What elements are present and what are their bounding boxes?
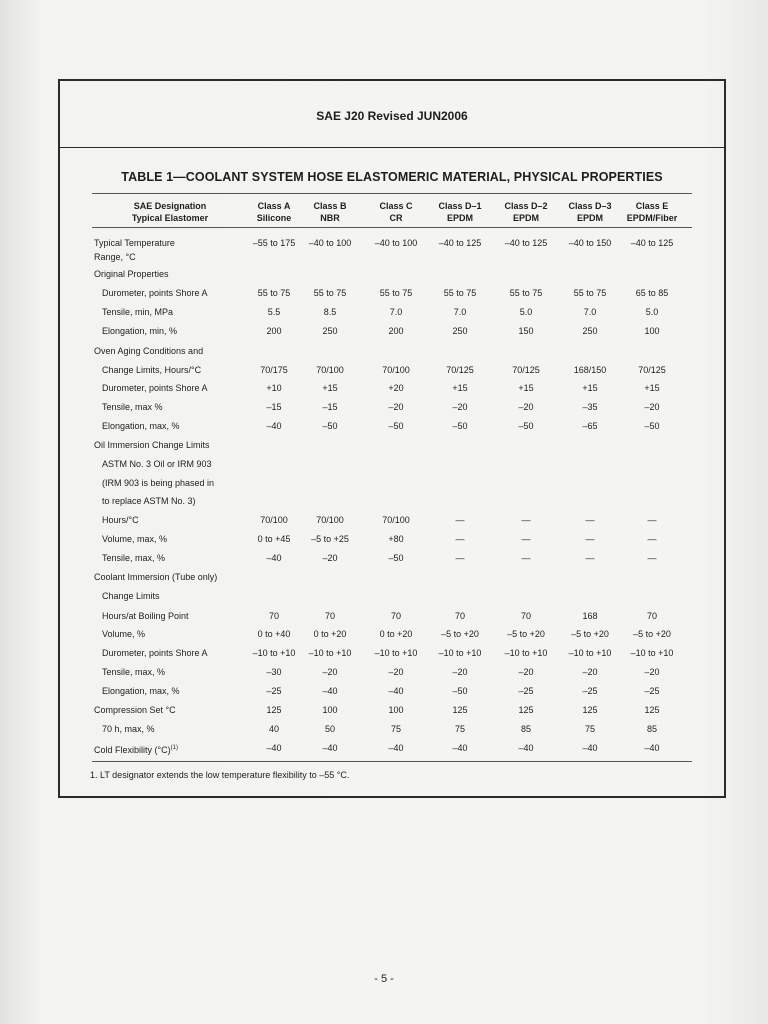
row-label-text: Oven Aging Conditions and	[94, 346, 204, 356]
table-cell: 70	[454, 611, 465, 621]
table-cell: 55 to 75	[509, 288, 543, 298]
table-cell: 55 to 75	[379, 288, 413, 298]
table-cell: –10 to +10	[252, 648, 296, 658]
table-cell: +15	[582, 383, 598, 393]
column-elastomer: NBR	[320, 213, 340, 223]
table-cell: 70	[268, 611, 279, 621]
table-cell: –5 to +20	[441, 629, 479, 639]
table-cell: 200	[388, 326, 404, 336]
table-cell: –20	[452, 402, 468, 412]
table-cell: –30	[266, 667, 282, 677]
table-cell: –55 to 175	[252, 238, 296, 248]
row-label	[94, 572, 217, 583]
table-cell: –40	[322, 743, 338, 753]
column-header	[612, 200, 692, 224]
table-cell: 70/125	[638, 365, 666, 375]
table-top-rule	[92, 193, 692, 194]
table-cell: –10 to +10	[504, 648, 548, 658]
column-class-name: Class A	[257, 201, 291, 211]
table-cell: 7.0	[583, 307, 597, 317]
table-cell: –10 to +10	[374, 648, 418, 658]
row-label	[102, 402, 163, 413]
designation-label: SAE Designation	[133, 201, 207, 211]
table-cell: 100	[644, 326, 660, 336]
table-cell: –40	[388, 743, 404, 753]
table-cell: 125	[518, 705, 534, 715]
row-label-text: Durometer, points Shore A	[102, 383, 208, 393]
row-label	[102, 591, 160, 602]
table-cell: –50	[388, 553, 404, 563]
row-label	[102, 496, 196, 507]
table-cell: 100	[322, 705, 338, 715]
row-label-text: Volume, %	[102, 629, 146, 639]
row-label-text: Coolant Immersion (Tube only)	[94, 572, 218, 582]
table-cell: –50	[388, 421, 404, 431]
table-cell: –5 to +25	[311, 534, 349, 544]
row-label-text: (IRM 903 is being phased in	[102, 478, 215, 488]
table-cell: –20	[518, 402, 534, 412]
table-cell: –40	[266, 553, 282, 563]
table-cell: 0 to +45	[257, 534, 291, 544]
table-cell: –40 to 150	[568, 238, 612, 248]
row-label	[102, 629, 145, 640]
table-cell: —	[585, 534, 595, 544]
column-class-name: Class E	[635, 201, 669, 211]
table-cell: —	[521, 534, 531, 544]
row-label	[102, 515, 139, 526]
table-cell: 70/100	[382, 515, 410, 525]
document-frame	[58, 79, 726, 798]
table-cell: —	[647, 515, 657, 525]
column-elastomer: EPDM	[576, 213, 603, 223]
table-cell: –50	[322, 421, 338, 431]
table-cell: 250	[582, 326, 598, 336]
table-cell: 0 to +40	[257, 629, 291, 639]
table-cell: 125	[582, 705, 598, 715]
row-label-text: Tensile, min, MPa	[102, 307, 174, 317]
table-cell: —	[647, 553, 657, 563]
table-cell: 75	[584, 724, 595, 734]
table-cell: –5 to +20	[633, 629, 671, 639]
table-cell: –40 to 125	[630, 238, 674, 248]
row-label-text: Hours/°C	[102, 515, 139, 525]
row-label	[94, 269, 169, 280]
table-cell: 5.0	[519, 307, 533, 317]
table-cell: –10 to +10	[308, 648, 352, 658]
table-cell: –20	[388, 667, 404, 677]
row-label	[102, 288, 208, 299]
table-cell: –25	[644, 686, 660, 696]
row-label	[102, 686, 180, 697]
table-cell: 70/175	[260, 365, 288, 375]
table-cell: –20	[388, 402, 404, 412]
table-cell: 70/100	[382, 365, 410, 375]
table-cell: 70/100	[316, 365, 344, 375]
table-cell: 70/125	[512, 365, 540, 375]
table-cell: –40	[322, 686, 338, 696]
column-elastomer: EPDM	[446, 213, 473, 223]
table-cell: –20	[322, 667, 338, 677]
table-cell: –20	[644, 402, 660, 412]
table-cell: 55 to 75	[443, 288, 477, 298]
table-cell: 168/150	[573, 365, 607, 375]
row-label	[102, 667, 165, 678]
row-label-text: Volume, max, %	[102, 534, 168, 544]
row-label-text: Durometer, points Shore A	[102, 288, 208, 298]
table-cell: 125	[644, 705, 660, 715]
row-label	[102, 383, 208, 394]
table-cell: 250	[452, 326, 468, 336]
document-header-title: SAE J20 Revised JUN2006	[316, 109, 468, 123]
row-label-text: to replace ASTM No. 3)	[102, 496, 196, 506]
table-cell: +20	[388, 383, 404, 393]
row-label-text: Compression Set °C	[94, 705, 176, 715]
table-cell: 250	[322, 326, 338, 336]
row-label-text: Typical Temperature	[94, 238, 175, 248]
row-label	[94, 743, 178, 756]
table-cell: +15	[518, 383, 534, 393]
table-cell: –25	[266, 686, 282, 696]
table-cell: —	[455, 515, 465, 525]
row-label-text: Oil Immersion Change Limits	[94, 440, 210, 450]
table-cell: –40	[518, 743, 534, 753]
table-cell: 5.0	[645, 307, 659, 317]
column-class-name: Class D–2	[504, 201, 548, 211]
table-cell: 75	[454, 724, 465, 734]
table-cell: —	[647, 534, 657, 544]
column-elastomer: CR	[389, 213, 403, 223]
table-cell: –40	[266, 421, 282, 431]
table-cell: –40	[644, 743, 660, 753]
row-label-text: Cold Flexibility (°C)	[94, 745, 171, 755]
row-label	[102, 307, 173, 318]
table-cell: –40 to 125	[504, 238, 548, 248]
table-cell: –20	[452, 667, 468, 677]
table-cell: –10 to +10	[438, 648, 482, 658]
table-cell: 168	[582, 611, 598, 621]
table-cell: –50	[644, 421, 660, 431]
table-cell: –50	[518, 421, 534, 431]
table-cell: –20	[322, 553, 338, 563]
table-cell: 70/100	[316, 515, 344, 525]
table-cell: 70	[390, 611, 401, 621]
table-cell: –25	[518, 686, 534, 696]
table-footnote: 1. LT designator extends the low temperature flexibility to –55 °C.	[90, 770, 350, 780]
row-label	[102, 478, 214, 489]
table-cell: 70	[324, 611, 335, 621]
table-cell: 55 to 75	[573, 288, 607, 298]
table-cell: +15	[452, 383, 468, 393]
table-cell: 70/100	[260, 515, 288, 525]
column-elastomer: EPDM	[512, 213, 539, 223]
table-cell: 200	[266, 326, 282, 336]
row-label	[94, 440, 210, 451]
row-label	[102, 326, 177, 337]
row-label-text: 70 h, max, %	[102, 724, 155, 734]
designation-header	[95, 200, 245, 224]
table-cell: 75	[390, 724, 401, 734]
row-label	[94, 252, 136, 263]
table-cell: 7.0	[453, 307, 467, 317]
table-cell: –15	[266, 402, 282, 412]
table-cell: 8.5	[323, 307, 337, 317]
row-label	[102, 611, 189, 622]
row-label-text: Tensile, max, %	[102, 667, 166, 677]
header-divider	[60, 147, 724, 148]
column-class-name: Class D–3	[568, 201, 612, 211]
table-cell: 55 to 75	[313, 288, 347, 298]
row-label-text: Elongation, max, %	[102, 686, 180, 696]
table-cell: –40 to 100	[374, 238, 418, 248]
table-title: TABLE 1—COOLANT SYSTEM HOSE ELASTOMERIC MATERIAL, PHYSICAL PROPERTIES	[121, 170, 663, 184]
table-cell: 50	[324, 724, 335, 734]
table-cell: –10 to +10	[568, 648, 612, 658]
row-label-text: Change Limits	[102, 591, 160, 601]
row-label-text: Hours/at Boiling Point	[102, 611, 189, 621]
row-label-text: Durometer, points Shore A	[102, 648, 208, 658]
table-cell: –10 to +10	[630, 648, 674, 658]
table-cell: —	[585, 515, 595, 525]
table-cell: –65	[582, 421, 598, 431]
table-cell: –50	[452, 686, 468, 696]
table-cell: 65 to 85	[635, 288, 669, 298]
row-label	[102, 365, 201, 376]
table-cell: +80	[388, 534, 404, 544]
table-cell: 5.5	[267, 307, 281, 317]
row-label	[102, 648, 208, 659]
table-cell: 7.0	[389, 307, 403, 317]
table-cell: —	[521, 515, 531, 525]
table-cell: –40	[582, 743, 598, 753]
row-label-text: Elongation, min, %	[102, 326, 178, 336]
row-label	[94, 346, 203, 357]
row-label-text: ASTM No. 3 Oil or IRM 903	[102, 459, 212, 469]
row-label	[102, 534, 167, 545]
row-label	[102, 421, 180, 432]
table-cell: 40	[268, 724, 279, 734]
column-class-name: Class C	[379, 201, 413, 211]
column-class-name: Class D–1	[438, 201, 482, 211]
table-cell: –50	[452, 421, 468, 431]
table-cell: –40	[266, 743, 282, 753]
table-cell: 100	[388, 705, 404, 715]
table-cell: 0 to +20	[379, 629, 413, 639]
table-cell: —	[455, 553, 465, 563]
table-cell: 70	[520, 611, 531, 621]
elastomer-label: Typical Elastomer	[131, 213, 209, 223]
table-cell: –20	[644, 667, 660, 677]
table-cell: –20	[518, 667, 534, 677]
table-cell: +15	[644, 383, 660, 393]
row-label-text: Tensile, max %	[102, 402, 163, 412]
row-label-text: Change Limits, Hours/°C	[102, 365, 202, 375]
table-cell: 150	[518, 326, 534, 336]
footnote-marker: (1)	[170, 745, 178, 751]
table-bottom-rule	[92, 761, 692, 762]
row-label	[94, 705, 176, 716]
table-cell: –40	[388, 686, 404, 696]
row-label	[102, 553, 165, 564]
table-cell: –40	[452, 743, 468, 753]
row-label	[102, 459, 212, 470]
row-label-text: Tensile, max, %	[102, 553, 166, 563]
table-cell: 55 to 75	[257, 288, 291, 298]
table-cell: —	[455, 534, 465, 544]
column-elastomer: EPDM/Fiber	[626, 213, 678, 223]
table-cell: +10	[266, 383, 282, 393]
table-cell: –15	[322, 402, 338, 412]
row-label-text: Original Properties	[94, 269, 169, 279]
table-cell: +15	[322, 383, 338, 393]
table-cell: 85	[646, 724, 657, 734]
table-cell: 70/125	[446, 365, 474, 375]
column-class-name: Class B	[313, 201, 347, 211]
table-cell: 125	[452, 705, 468, 715]
table-cell: –40 to 125	[438, 238, 482, 248]
row-label-text: Range, °C	[94, 252, 136, 262]
table-cell: —	[585, 553, 595, 563]
row-label	[94, 238, 175, 249]
table-header-rule	[92, 227, 692, 228]
row-label	[102, 724, 155, 735]
row-label-text: Elongation, max, %	[102, 421, 180, 431]
table-cell: 125	[266, 705, 282, 715]
page-number: - 5 -	[374, 973, 394, 985]
table-cell: –5 to +20	[571, 629, 609, 639]
table-cell: 85	[520, 724, 531, 734]
table-cell: –40 to 100	[308, 238, 352, 248]
table-cell: –35	[582, 402, 598, 412]
table-cell: 0 to +20	[313, 629, 347, 639]
table-cell: —	[521, 553, 531, 563]
table-cell: 70	[646, 611, 657, 621]
table-cell: –20	[582, 667, 598, 677]
column-elastomer: Silicone	[256, 213, 292, 223]
table-cell: –5 to +20	[507, 629, 545, 639]
table-cell: –25	[582, 686, 598, 696]
